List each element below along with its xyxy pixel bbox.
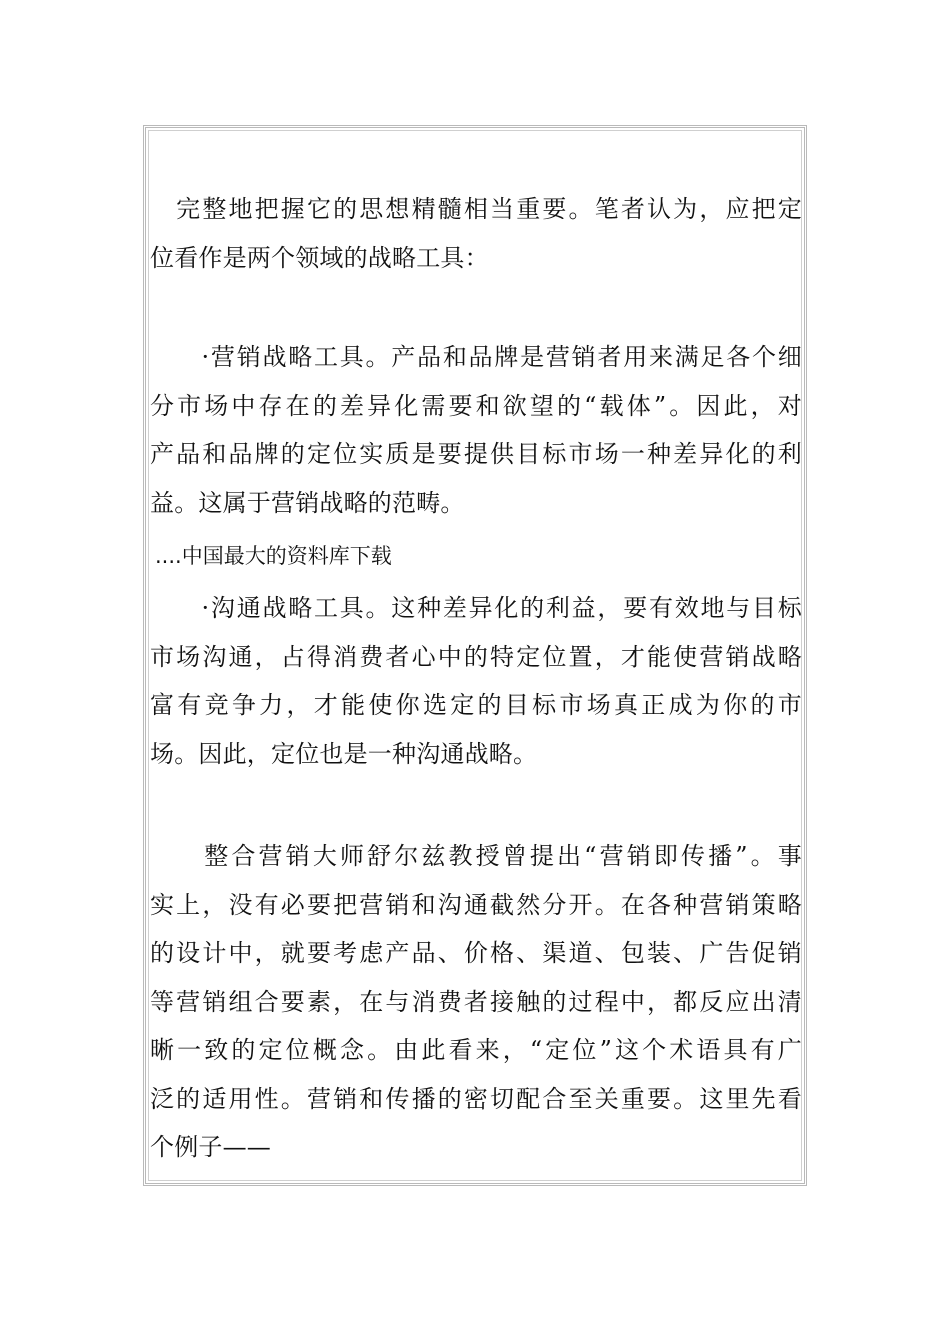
- text-line: ·沟通战略工具。这种差异化的利益，要有效地与目标: [150, 594, 802, 622]
- text-line: 泛的适用性。营销和传播的密切配合至关重要。这里先看: [150, 1084, 802, 1113]
- text-line: 等营销组合要素，在与消费者接触的过程中，都反应出清: [150, 987, 802, 1016]
- text-line: 场。因此，定位也是一种沟通战略。: [150, 739, 538, 768]
- text-line: 市场沟通，占得消费者心中的特定位置，才能使营销战略: [150, 642, 802, 671]
- text-line: 晰一致的定位概念。由此看来，“定位”这个术语具有广: [150, 1036, 802, 1064]
- text-line: ·营销战略工具。产品和品牌是营销者用来满足各个细: [150, 343, 802, 371]
- text-line: 整合营销大师舒尔兹教授曾提出“营销即传播”。事: [150, 842, 802, 870]
- paragraph-communication-strategy-tool: [150, 584, 802, 778]
- text-line: 实上，没有必要把营销和沟通截然分开。在各种营销策略: [150, 890, 802, 919]
- text-line: 的设计中，就要考虑产品、价格、渠道、包装、广告促销: [150, 939, 802, 967]
- paragraph-intro: [150, 185, 802, 282]
- text-line: 益。这属于营销战略的范畴。: [150, 488, 465, 517]
- text-line: 产品和品牌的定位实质是要提供目标市场一种差异化的利: [150, 440, 802, 468]
- source-note: ....中国最大的资料库下载: [155, 544, 392, 568]
- text-line: 个例子——: [150, 1133, 271, 1161]
- paragraph-marketing-strategy-tool: [150, 333, 802, 527]
- text-line: 完整地把握它的思想精髓相当重要。笔者认为，应把定: [150, 195, 802, 223]
- text-line: 分市场中存在的差异化需要和欲望的“载体”。因此，对: [150, 391, 802, 420]
- text-line: 位看作是两个领域的战略工具：: [150, 243, 489, 272]
- text-line: 富有竞争力，才能使你选定的目标市场真正成为你的市: [150, 691, 802, 719]
- paragraph-integrated-marketing: [150, 832, 802, 1172]
